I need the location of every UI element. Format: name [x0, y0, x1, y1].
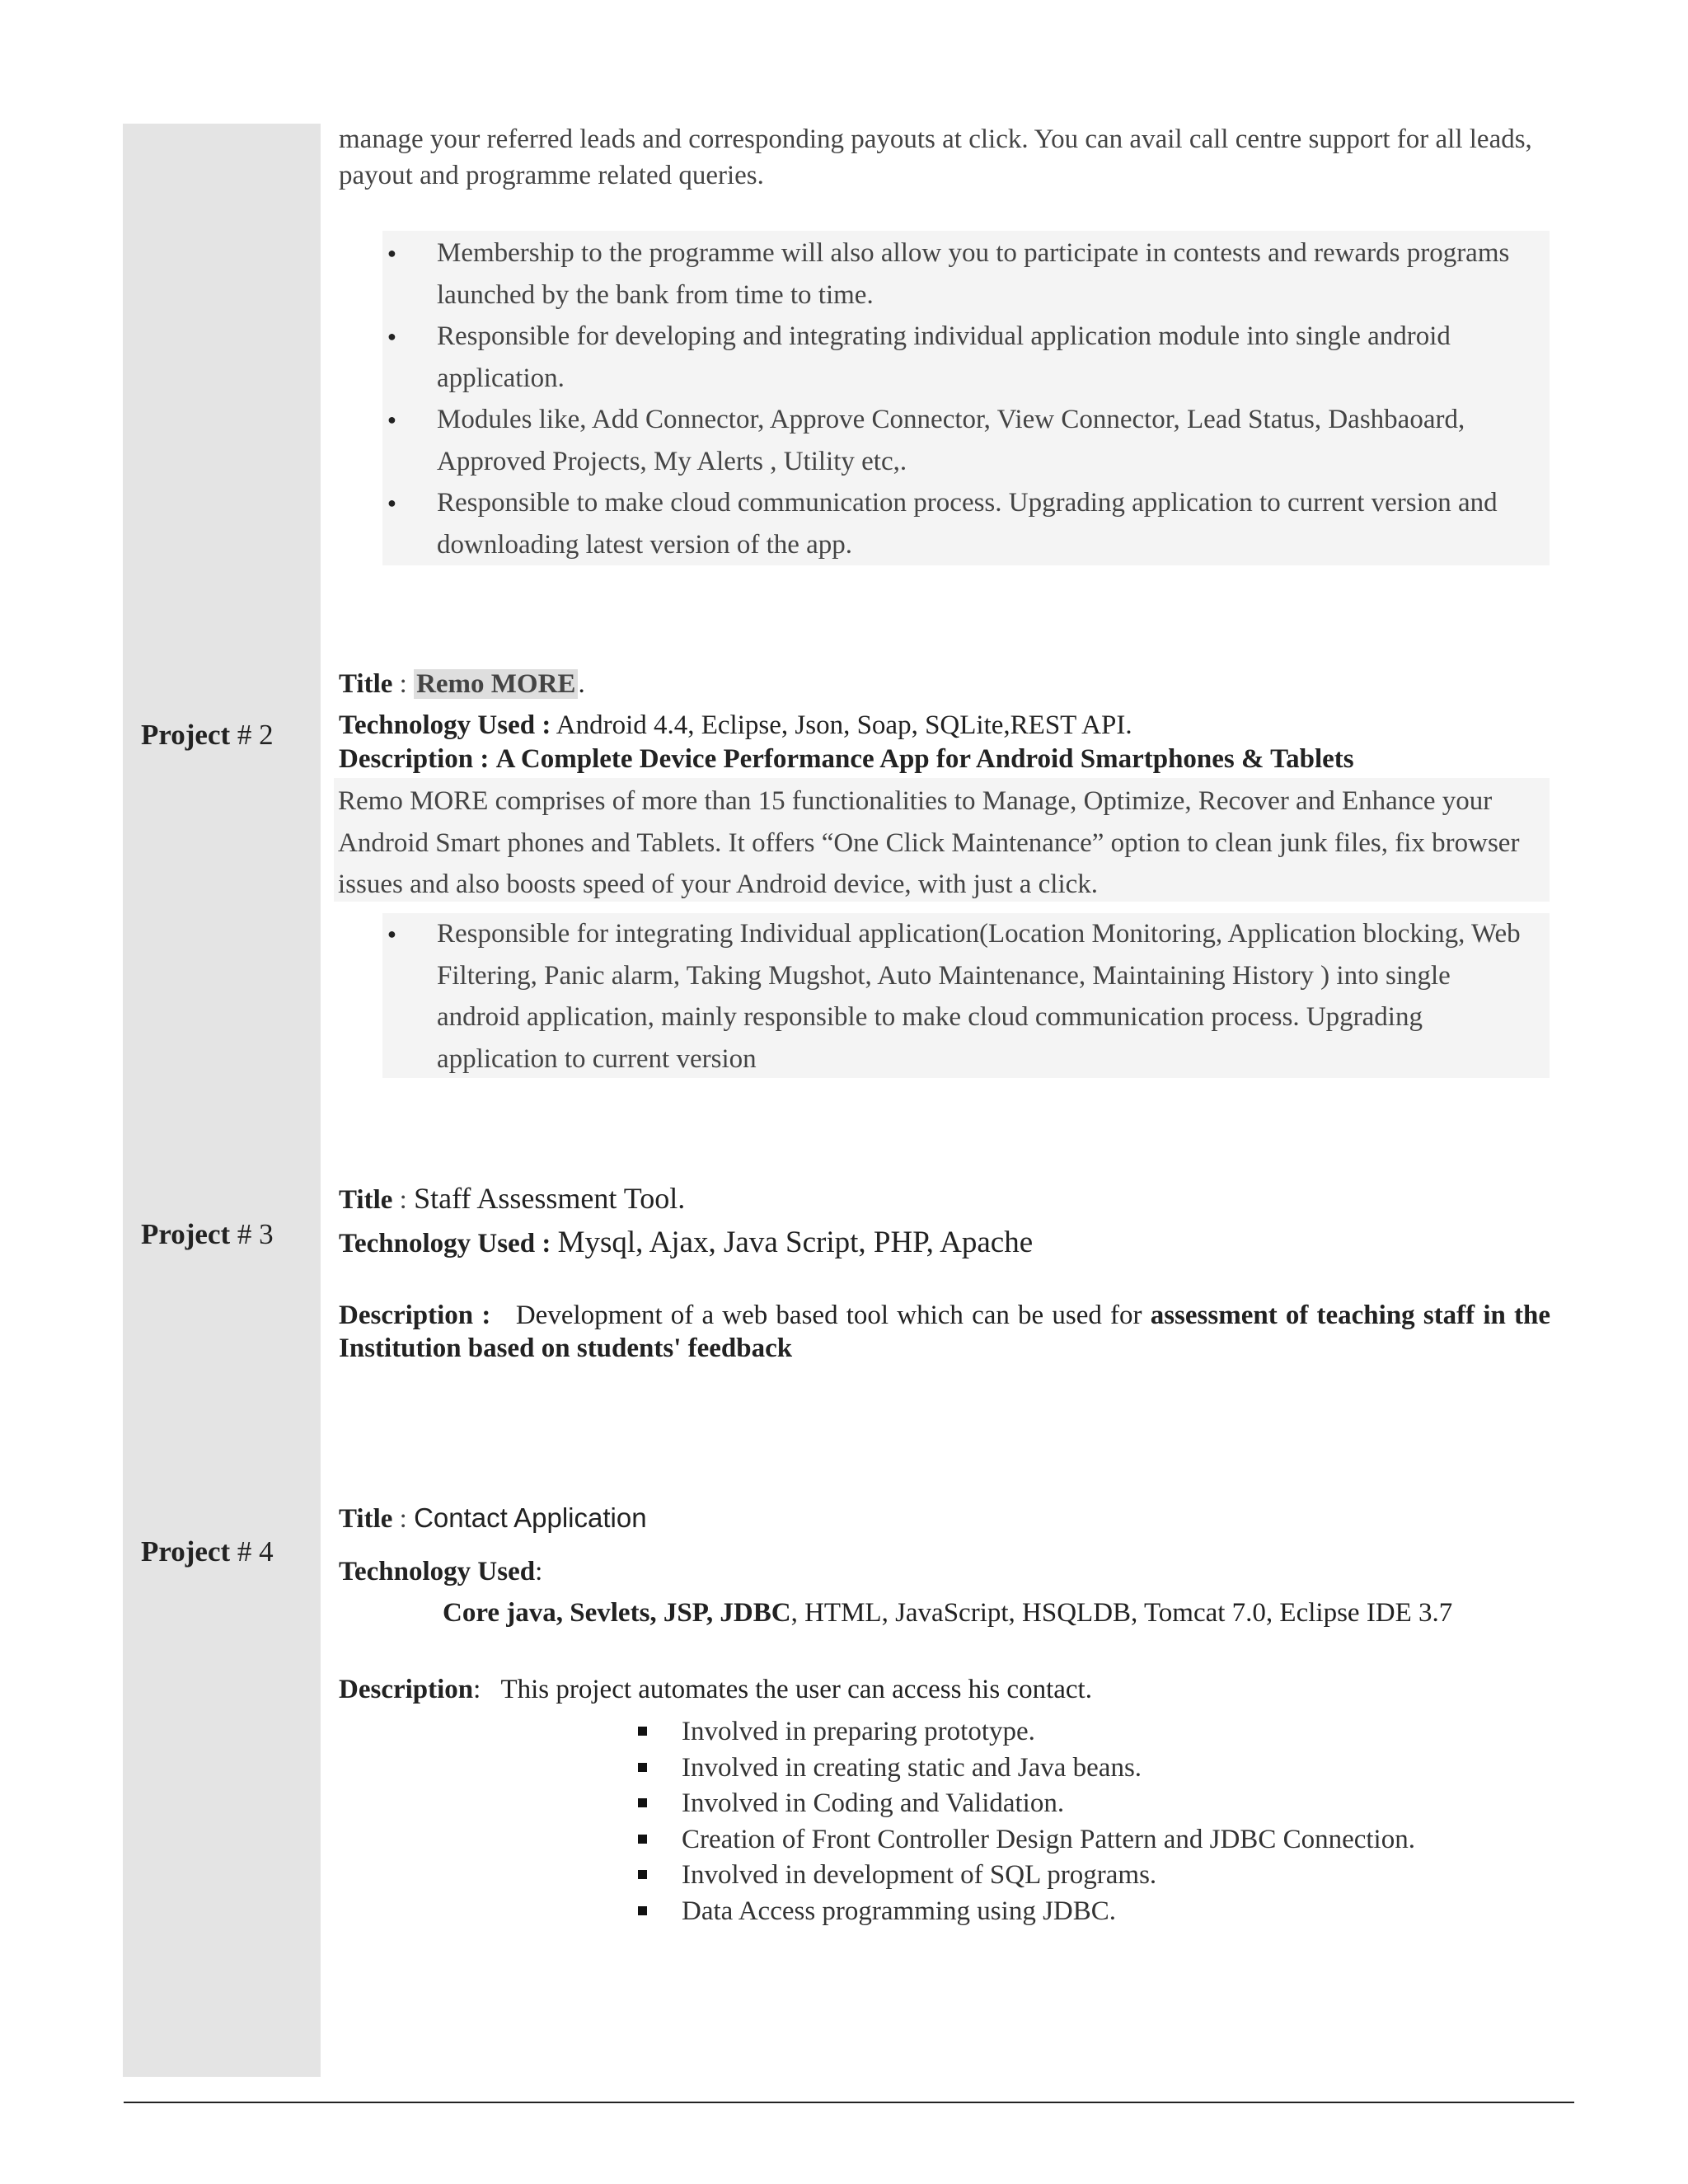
- title-label: Title: [339, 1185, 393, 1215]
- project2-desc-box: [334, 778, 1550, 902]
- project2-tech-line: [339, 707, 1132, 743]
- left-sidebar-band: [123, 124, 321, 2077]
- project4-label: Project # 4: [141, 1535, 274, 1568]
- project4-desc-line: Description: This project automates the user can access his contact.: [339, 1675, 1092, 1704]
- list-item: ● Modules like, Add Connector, Approve Connector, View Connector, Lead Status, Dashbaoard, Approved Projects, My Alerts , Utility etc,.: [382, 399, 1545, 482]
- project4-tech-rest: , HTML, JavaScript, HSQLDB, Tomcat 7.0, Eclipse IDE 3.7: [790, 1598, 1453, 1628]
- project2-desc-line: [339, 741, 1354, 777]
- project1-bullet-list: [382, 232, 1545, 565]
- project2-title-line: Title : Remo MORE.: [339, 669, 585, 699]
- tech-label: Technology Used :: [339, 1229, 551, 1258]
- list-item: ● Responsible for developing and integrating individual application module into single android application.: [382, 316, 1545, 399]
- footer-divider: [124, 2102, 1574, 2103]
- project2-bullets-box: [382, 913, 1550, 1078]
- tech-label: Technology Used :: [339, 710, 551, 740]
- project4-tech-values: [443, 1595, 1452, 1631]
- project4-bullet-list: [635, 1714, 1415, 1929]
- desc-label: Description :: [339, 744, 490, 774]
- desc-label: Description :: [339, 1301, 491, 1330]
- project4-title-line: Title : Contact Application: [339, 1502, 647, 1534]
- project4-tech-bold: Core java, Sevlets, JSP, JDBC: [443, 1598, 791, 1628]
- title-label: Title: [339, 669, 393, 699]
- list-item: Involved in development of SQL programs.: [635, 1858, 1415, 1894]
- project3-desc: [339, 1299, 1550, 1365]
- desc-label: Description: [339, 1675, 474, 1704]
- project1-bullets-box: [382, 231, 1550, 565]
- title-label: Title: [339, 1504, 393, 1534]
- list-item: Involved in creating static and Java beans.: [635, 1750, 1415, 1787]
- project2-tech-value: Android 4.4, Eclipse, Json, Soap, SQLite,REST API.: [556, 710, 1132, 740]
- project2-title: Remo MORE: [414, 669, 578, 699]
- list-item: ● Responsible for integrating Individual application(Location Monitoring, Application blocking, Web Filtering, Panic alarm, Taking Mugshot, Auto Maintenance, Maintaining History ) into single android application, mainly responsible to make cloud communication process. Upgrading application to current version: [382, 913, 1536, 1080]
- list-item: Creation of Front Controller Design Pattern and JDBC Connection.: [635, 1822, 1415, 1858]
- list-item: Involved in Coding and Validation.: [635, 1786, 1415, 1822]
- project4-desc-text: This project automates the user can access his contact.: [500, 1675, 1092, 1704]
- list-item: ● Membership to the programme will also allow you to participate in contests and rewards programs launched by the bank from time to time.: [382, 232, 1545, 316]
- intro-paragraph: manage your referred leads and corresponding payouts at click. You can avail call centre support for all leads, payout and programme related queries.: [339, 124, 1532, 190]
- project4-title: Contact Application: [414, 1502, 647, 1533]
- project3-desc-bold: assessment of teaching staff in the Institution based on students' feedback: [339, 1301, 1551, 1363]
- project3-desc-text: Development of a web based tool which can be used for: [515, 1301, 1142, 1330]
- project3-title: Staff Assessment Tool.: [414, 1182, 686, 1215]
- tech-label: Technology Used: [339, 1557, 536, 1586]
- project3-label: Project # 3: [141, 1218, 274, 1250]
- project3-title-line: Title : Staff Assessment Tool.: [339, 1182, 686, 1215]
- project2-desc-heading: A Complete Device Performance App for Android Smartphones & Tablets: [495, 744, 1354, 774]
- project3-tech-line: [339, 1225, 1033, 1262]
- project4-tech-label-line: Technology Used:: [339, 1557, 543, 1586]
- list-item: ● Responsible to make cloud communication process. Upgrading application to current version and downloading latest version of the app.: [382, 482, 1545, 565]
- list-item: Involved in preparing prototype.: [635, 1714, 1415, 1750]
- list-item: Data Access programming using JDBC.: [635, 1894, 1415, 1930]
- project3-tech-value: Mysql, Ajax, Java Script, PHP, Apache: [557, 1226, 1034, 1259]
- project2-bullet-list: [382, 913, 1536, 1080]
- project2-label: Project # 2: [141, 719, 274, 751]
- project2-desc-paragraph: Remo MORE comprises of more than 15 functionalities to Manage, Optimize, Recover and Enhance your Android Smart phones and Tablets. It offers “One Click Maintenance” option to clean junk files, fix browser issues and also boosts speed of your Android device, with just a click.: [338, 786, 1520, 899]
